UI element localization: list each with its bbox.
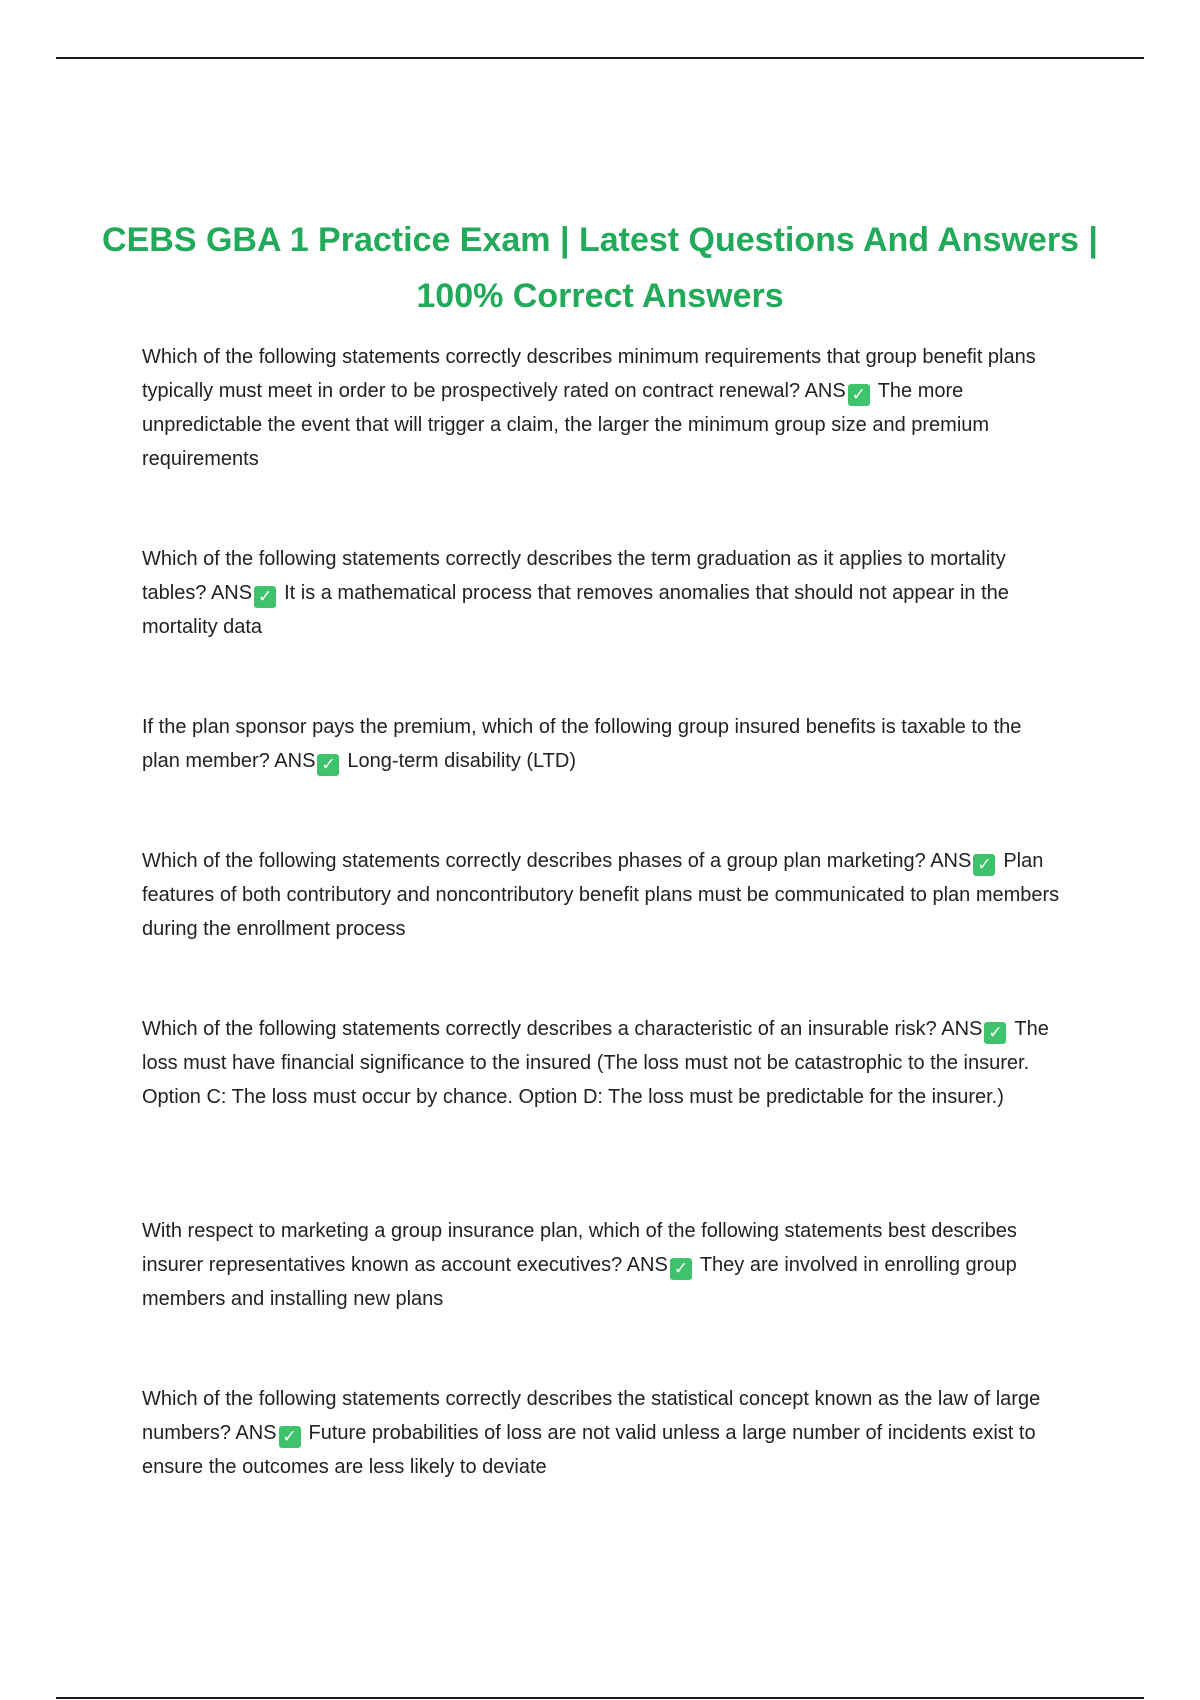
answer-label: ANS <box>235 1422 277 1444</box>
check-icon: ✓ <box>317 754 339 776</box>
question-text: Which of the following statements correctly describes a characteristic of an insurable risk? <box>142 1018 937 1040</box>
qa-item <box>142 1382 1062 1484</box>
answer-text: Plan features of both contributory and noncontributory benefit plans must be communicated to plan members during the enrollment process <box>142 850 1060 940</box>
question-text: Which of the following statements correctly describes the term graduation as it applies to mortality tables? <box>142 548 1006 604</box>
question-text: Which of the following statements correctly describes the statistical concept known as the law of large numbers? <box>142 1388 1041 1444</box>
question-text: If the plan sponsor pays the premium, which of the following group insured benefits is taxable to the plan member? <box>142 716 1022 772</box>
question-text: Which of the following statements correctly describes phases of a group plan marketing? <box>142 850 926 872</box>
answer-label: ANS <box>930 850 972 872</box>
check-icon: ✓ <box>279 1426 301 1448</box>
answer-text: It is a mathematical process that removes anomalies that should not appear in the mortality data <box>142 582 1009 638</box>
check-icon: ✓ <box>973 854 995 876</box>
answer-label: ANS <box>274 750 316 772</box>
top-rule <box>56 57 1144 59</box>
answer-text: Long-term disability (LTD) <box>347 750 577 772</box>
answer-label: ANS <box>210 582 253 604</box>
qa-item <box>142 542 1062 644</box>
check-icon: ✓ <box>254 586 276 608</box>
qa-item <box>142 340 1062 476</box>
bottom-rule <box>56 1697 1144 1699</box>
question-text: With respect to marketing a group insurance plan, which of the following statements best describes insurer representatives known as account executives? <box>142 1220 1017 1276</box>
qa-item <box>142 1214 1062 1316</box>
answer-text: The loss must have financial significance to the insured (The loss must not be catastrophic to the insurer. Option C: The loss must occur by chance. Option D: The loss must be predictable for the insurer.) <box>142 1018 1049 1108</box>
qa-item <box>142 1012 1062 1114</box>
qa-item <box>142 844 1062 946</box>
answer-label: ANS <box>941 1018 983 1040</box>
page-title: CEBS GBA 1 Practice Exam | Latest Questions And Answers | 100% Correct Answers <box>102 221 1098 315</box>
qa-item <box>142 710 1062 778</box>
answer-label: ANS <box>626 1254 668 1276</box>
answer-label: ANS <box>804 380 846 402</box>
check-icon: ✓ <box>848 384 870 406</box>
check-icon: ✓ <box>984 1022 1006 1044</box>
answer-text: The more unpredictable the event that will trigger a claim, the larger the minimum group size and premium requirements <box>142 380 990 470</box>
answer-text: Future probabilities of loss are not valid unless a large number of incidents exist to ensure the outcomes are less likely to deviate <box>142 1422 1036 1478</box>
answer-text: They are involved in enrolling group members and installing new plans <box>142 1254 1017 1310</box>
check-icon: ✓ <box>670 1258 692 1280</box>
question-text: Which of the following statements correctly describes minimum requirements that group benefit plans typically must meet in order to be prospectively rated on contract renewal? <box>142 346 1036 402</box>
